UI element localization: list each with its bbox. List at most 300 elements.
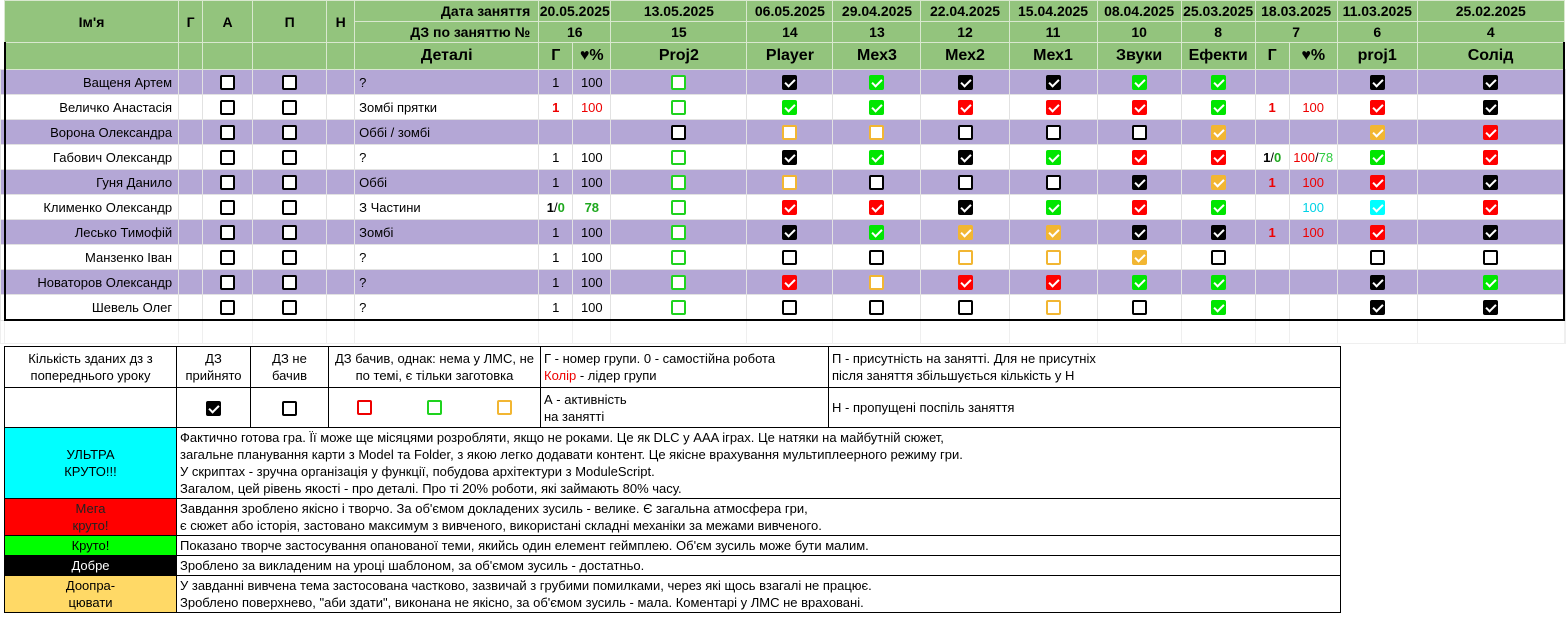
legend-missed-note: Н - пропущені поспіль заняття [829, 388, 1341, 428]
level-description-line: Завдання зроблено якісно і творчо. За об'ємом докладених зусиль - велике. Є загальна атмосфера гри, [180, 501, 808, 516]
green-checked-box-icon[interactable] [1046, 150, 1061, 165]
details-cell[interactable]: ? [355, 270, 539, 295]
red-checked-box-icon[interactable] [1483, 150, 1498, 165]
gold-outline-box-icon[interactable] [782, 175, 797, 190]
activity-checkbox[interactable] [220, 100, 235, 115]
black-checked-box-icon[interactable] [1370, 300, 1385, 315]
hw-mark-cell[interactable] [1337, 70, 1417, 95]
gold-checked-box-icon[interactable] [1046, 225, 1061, 240]
hw-mark-cell[interactable] [1181, 245, 1255, 270]
hw-mark-cell[interactable] [1417, 195, 1564, 220]
hw-mark-cell[interactable] [611, 70, 747, 95]
details-cell[interactable]: ? [355, 245, 539, 270]
red-checked-box-icon[interactable] [1211, 150, 1226, 165]
gold-checked-box-icon[interactable] [1211, 175, 1226, 190]
hw-mark-cell[interactable] [1417, 220, 1564, 245]
hw-mark-cell[interactable] [1181, 95, 1255, 120]
level-description [177, 536, 1341, 556]
hw-mark-cell[interactable] [611, 270, 747, 295]
empty-box-icon[interactable] [782, 250, 797, 265]
red-checked-box-icon[interactable] [1046, 100, 1061, 115]
group-value: 1 [1268, 99, 1276, 115]
gold-checked-box-icon[interactable] [1132, 250, 1147, 265]
percent-cell [1289, 120, 1337, 145]
hw-mark-cell[interactable] [833, 270, 921, 295]
group-cell [1255, 270, 1289, 295]
hw-mark-cell[interactable] [1417, 245, 1564, 270]
presence-checkbox[interactable] [282, 75, 297, 90]
percent-cell [573, 270, 611, 295]
date-header: 11.03.2025 [1337, 1, 1417, 22]
hw-number: 6 [1337, 22, 1417, 43]
topic-header: Мех2 [921, 43, 1009, 70]
gold-outline-box-icon[interactable] [782, 125, 797, 140]
topic-header: proj1 [1337, 43, 1417, 70]
empty-box-icon[interactable] [1046, 175, 1061, 190]
legend-activity-line-2: на занятті [544, 408, 605, 424]
level-description-line: Показано творче застосування опанованої теми, якийсь один елемент геймплею. Об'єм зусиль може бути малим. [180, 538, 869, 553]
hw-mark-cell[interactable] [921, 245, 1009, 270]
hw-mark-cell[interactable] [747, 70, 833, 95]
topic-header: Player [747, 43, 833, 70]
red-checked-box-icon[interactable] [1370, 100, 1385, 115]
gold-outline-box-icon[interactable] [869, 125, 884, 140]
empty-box-icon[interactable] [1132, 300, 1147, 315]
gold-outline-box-icon[interactable] [1046, 250, 1061, 265]
group-cell [1255, 220, 1289, 245]
red-checked-box-icon[interactable] [1483, 200, 1498, 215]
hw-mark-cell[interactable] [1181, 145, 1255, 170]
group-cell [539, 170, 573, 195]
hw-mark-cell[interactable] [833, 95, 921, 120]
percent-value: 100 [580, 224, 603, 240]
student-name: Гуня Данило [5, 170, 179, 195]
presence-checkbox[interactable] [282, 175, 297, 190]
hw-mark-cell[interactable] [611, 170, 747, 195]
empty-box-icon[interactable] [1046, 125, 1061, 140]
percent-value: 100 [580, 74, 603, 90]
green-checked-box-icon[interactable] [1046, 200, 1061, 215]
red-checked-box-icon[interactable] [1132, 150, 1147, 165]
hw-mark-cell[interactable] [1337, 145, 1417, 170]
hw-mark-cell[interactable] [747, 195, 833, 220]
gold-checked-box-icon[interactable] [958, 225, 973, 240]
green-outline-box-icon[interactable] [671, 225, 686, 240]
presence-column-header: П [253, 1, 327, 43]
table-row [1, 270, 1566, 295]
empty-box-icon[interactable] [958, 300, 973, 315]
hw-mark-cell[interactable] [1181, 220, 1255, 245]
details-cell[interactable]: ? [355, 145, 539, 170]
black-checked-box-icon[interactable] [782, 150, 797, 165]
gold-outline-box-icon[interactable] [1046, 300, 1061, 315]
gold-checked-box-icon[interactable] [1370, 125, 1385, 140]
student-name: Ващеня Артем [5, 70, 179, 95]
hw-mark-cell[interactable] [1097, 120, 1181, 145]
hw-mark-cell[interactable] [1181, 295, 1255, 321]
gold-outline-box-icon[interactable] [869, 275, 884, 290]
hw-mark-cell[interactable] [833, 70, 921, 95]
missed-column-header: Н [327, 1, 355, 43]
group-value: 1 [552, 224, 560, 240]
level-description [177, 499, 1341, 536]
date-header: 22.04.2025 [921, 1, 1009, 22]
details-cell[interactable]: Зомбі прятки [355, 95, 539, 120]
table-row [1, 95, 1566, 120]
red-checked-box-icon[interactable] [782, 200, 797, 215]
presence-checkbox[interactable] [282, 200, 297, 215]
hw-mark-cell[interactable] [921, 295, 1009, 321]
hw-mark-cell[interactable] [611, 95, 747, 120]
black-checked-box-icon[interactable] [1483, 225, 1498, 240]
hw-mark-cell[interactable] [921, 220, 1009, 245]
group-cell [1255, 70, 1289, 95]
legend-leader-line [544, 367, 825, 384]
percent-cell [1289, 270, 1337, 295]
date-header: 25.03.2025 [1181, 1, 1255, 22]
level-label-line: Круто! [71, 538, 110, 553]
hw-mark-cell[interactable] [1009, 70, 1097, 95]
hw-mark-cell[interactable] [611, 145, 747, 170]
hw-mark-cell[interactable] [921, 195, 1009, 220]
hw-mark-cell[interactable] [833, 120, 921, 145]
hw-mark-cell[interactable] [1417, 70, 1564, 95]
red-checked-box-icon[interactable] [782, 275, 797, 290]
green-outline-box-icon[interactable] [671, 200, 686, 215]
percent-value: 100 [580, 174, 603, 190]
green-checked-box-icon[interactable] [869, 150, 884, 165]
hw-mark-cell[interactable] [1009, 195, 1097, 220]
group-value: 1 [552, 174, 560, 190]
hw-mark-cell[interactable] [1097, 295, 1181, 321]
black-checked-box-icon[interactable] [958, 150, 973, 165]
hw-mark-cell[interactable] [1097, 195, 1181, 220]
group-cell [539, 270, 573, 295]
green-checked-box-icon[interactable] [1211, 100, 1226, 115]
topic-header: Солід [1417, 43, 1564, 70]
group-value: 1 [552, 74, 560, 90]
hw-mark-cell[interactable] [1009, 245, 1097, 270]
hw-mark-cell[interactable] [1337, 295, 1417, 321]
red-checked-box-icon[interactable] [958, 275, 973, 290]
hw-mark-cell[interactable] [1097, 95, 1181, 120]
table-row [1, 70, 1566, 95]
group-value: 1 [1268, 224, 1276, 240]
green-checked-box-icon[interactable] [869, 225, 884, 240]
hw-mark-cell[interactable] [1097, 145, 1181, 170]
activity-checkbox[interactable] [220, 175, 235, 190]
details-cell[interactable]: Оббі / зомбі [355, 120, 539, 145]
table-row [1, 295, 1566, 321]
green-checked-box-icon[interactable] [1132, 275, 1147, 290]
black-checked-box-icon[interactable] [1132, 175, 1147, 190]
hw-mark-cell[interactable] [1337, 195, 1417, 220]
level-label-line: цювати [68, 595, 113, 610]
level-label-line: УЛЬТРА [66, 447, 115, 462]
hw-mark-cell[interactable] [1009, 170, 1097, 195]
details-cell[interactable]: ? [355, 295, 539, 321]
black-checked-box-icon[interactable] [782, 225, 797, 240]
red-checked-box-icon[interactable] [869, 200, 884, 215]
group-value: 1 [552, 249, 560, 265]
green-checked-box-icon[interactable] [869, 100, 884, 115]
hw-number: 4 [1417, 22, 1564, 43]
level-label-line: Мега [75, 501, 106, 516]
hw-mark-cell[interactable] [1181, 195, 1255, 220]
hw-mark-cell[interactable] [1181, 70, 1255, 95]
hw-mark-cell[interactable] [921, 70, 1009, 95]
legend-presence-line-1: П - присутність на занятті. Для не присутніх [832, 351, 1096, 366]
hw-mark-cell[interactable] [1009, 145, 1097, 170]
empty-box-icon[interactable] [1132, 125, 1147, 140]
green-outline-box-icon[interactable] [671, 275, 686, 290]
table-row [1, 120, 1566, 145]
hw-mark-cell[interactable] [611, 195, 747, 220]
hw-mark-cell[interactable] [1337, 170, 1417, 195]
hw-mark-cell[interactable] [833, 145, 921, 170]
black-checked-box-icon[interactable] [1483, 300, 1498, 315]
percent-value: 100 [1302, 99, 1325, 115]
topic-header: Мех3 [833, 43, 921, 70]
percent-cell [1289, 70, 1337, 95]
green-checked-box-icon[interactable] [782, 100, 797, 115]
hw-mark-cell[interactable] [747, 245, 833, 270]
percent-value: 100 [580, 99, 603, 115]
hw-mark-cell[interactable] [747, 220, 833, 245]
hw-mark-cell[interactable] [1417, 170, 1564, 195]
black-checked-box-icon[interactable] [958, 200, 973, 215]
sub-percent-header: ♥% [1289, 43, 1337, 70]
activity-checkbox[interactable] [220, 300, 235, 315]
sub-group-header: Г [1255, 43, 1289, 70]
green-checked-box-icon[interactable] [1483, 275, 1498, 290]
presence-checkbox[interactable] [282, 250, 297, 265]
empty-box-icon[interactable] [958, 175, 973, 190]
hw-mark-cell[interactable] [921, 95, 1009, 120]
group-cell [539, 95, 573, 120]
group-cell [539, 145, 573, 170]
group-cell [1255, 195, 1289, 220]
group-cell [1255, 295, 1289, 321]
empty-box-icon[interactable] [671, 125, 686, 140]
group-value: 1 [552, 299, 560, 315]
hw-mark-cell[interactable] [1097, 245, 1181, 270]
hw-mark-cell[interactable] [1009, 295, 1097, 321]
hw-mark-cell[interactable] [1181, 270, 1255, 295]
hw-mark-cell[interactable] [1337, 220, 1417, 245]
legend-group-line: Г - номер групи. 0 - самостійна робота [544, 351, 776, 366]
empty-box-icon[interactable] [1211, 250, 1226, 265]
details-cell[interactable]: ? [355, 70, 539, 95]
empty-box-icon [282, 401, 297, 416]
black-checked-box-icon[interactable] [1483, 100, 1498, 115]
green-outline-box-icon[interactable] [671, 150, 686, 165]
red-checked-box-icon[interactable] [1370, 225, 1385, 240]
green-checked-box-icon[interactable] [1370, 150, 1385, 165]
percent-value: 100 [580, 274, 603, 290]
hw-mark-cell[interactable] [747, 95, 833, 120]
hw-mark-cell[interactable] [1337, 95, 1417, 120]
legend-activity-line-1: А - активність [544, 391, 627, 407]
level-description-line: Зроблено за викладеним на уроці шаблоном, за об'ємом зусиль - достатньо. [180, 558, 645, 573]
hw-mark-cell[interactable] [1417, 145, 1564, 170]
gold-outline-box-icon[interactable] [958, 250, 973, 265]
legend-table [4, 346, 1341, 613]
empty-box-icon[interactable] [958, 125, 973, 140]
green-outline-box-icon[interactable] [671, 175, 686, 190]
hw-mark-cell[interactable] [1097, 270, 1181, 295]
level-description [177, 576, 1341, 613]
presence-checkbox[interactable] [282, 300, 297, 315]
table-row [1, 145, 1566, 170]
cyan-checked-box-icon[interactable] [1370, 200, 1385, 215]
activity-column-header: А [203, 1, 253, 43]
green-outline-box-icon[interactable] [671, 75, 686, 90]
black-checked-box-icon[interactable] [1370, 75, 1385, 90]
hw-mark-cell[interactable] [747, 270, 833, 295]
black-checked-box-icon[interactable] [1483, 175, 1498, 190]
hw-mark-cell[interactable] [1181, 120, 1255, 145]
hw-mark-cell[interactable] [833, 170, 921, 195]
black-checked-box-icon[interactable] [1370, 275, 1385, 290]
level-description [177, 428, 1341, 499]
presence-checkbox[interactable] [282, 150, 297, 165]
empty-box-icon[interactable] [1370, 250, 1385, 265]
hw-mark-cell[interactable] [1337, 245, 1417, 270]
hw-mark-cell[interactable] [921, 120, 1009, 145]
red-checked-box-icon[interactable] [1046, 275, 1061, 290]
presence-checkbox[interactable] [282, 125, 297, 140]
hw-mark-cell[interactable] [1097, 170, 1181, 195]
presence-checkbox[interactable] [282, 225, 297, 240]
empty-box-icon[interactable] [869, 300, 884, 315]
date-header: 29.04.2025 [833, 1, 921, 22]
level-row [5, 576, 1341, 613]
black-checked-box-icon[interactable] [1046, 75, 1061, 90]
hw-mark-cell[interactable] [1337, 120, 1417, 145]
red-checked-box-icon[interactable] [1370, 175, 1385, 190]
green-outline-box-icon[interactable] [671, 250, 686, 265]
hw-mark-cell[interactable] [611, 245, 747, 270]
activity-checkbox[interactable] [220, 75, 235, 90]
hw-mark-cell[interactable] [1097, 220, 1181, 245]
percent-cell [1289, 170, 1337, 195]
hw-number: 16 [539, 22, 611, 43]
empty-box-icon[interactable] [1483, 250, 1498, 265]
red-outline-box-icon [357, 400, 372, 415]
hw-mark-cell[interactable] [833, 295, 921, 321]
red-checked-box-icon[interactable] [958, 100, 973, 115]
red-checked-box-icon[interactable] [1483, 125, 1498, 140]
activity-checkbox[interactable] [220, 125, 235, 140]
hw-mark-cell[interactable] [747, 145, 833, 170]
hw-mark-cell[interactable] [747, 170, 833, 195]
level-badge [5, 428, 177, 499]
black-checked-box-icon[interactable] [782, 75, 797, 90]
percent-value: 100 [580, 299, 603, 315]
presence-checkbox[interactable] [282, 275, 297, 290]
hw-mark-cell[interactable] [833, 220, 921, 245]
hw-mark-cell[interactable] [1009, 270, 1097, 295]
hw-mark-cell[interactable] [1181, 170, 1255, 195]
hw-mark-cell[interactable] [611, 295, 747, 321]
activity-checkbox[interactable] [220, 200, 235, 215]
details-cell[interactable]: Зомбі [355, 220, 539, 245]
details-cell[interactable]: Оббі [355, 170, 539, 195]
hw-mark-cell[interactable] [1097, 70, 1181, 95]
student-name: Клименко Олександр [5, 195, 179, 220]
green-outline-box-icon[interactable] [671, 300, 686, 315]
hw-row-label: ДЗ по заняттю № [355, 22, 539, 43]
activity-checkbox[interactable] [220, 250, 235, 265]
black-checked-box-icon[interactable] [1132, 225, 1147, 240]
green-checked-box-icon[interactable] [1211, 200, 1226, 215]
table-row [1, 245, 1566, 270]
gold-checked-box-icon[interactable] [1211, 125, 1226, 140]
green-checked-box-icon[interactable] [1211, 275, 1226, 290]
student-name: Габович Олександр [5, 145, 179, 170]
date-header: 15.04.2025 [1009, 1, 1097, 22]
percent-value: 100 [580, 249, 603, 265]
presence-checkbox[interactable] [282, 100, 297, 115]
details-cell[interactable]: З Частини [355, 195, 539, 220]
green-outline-box-icon[interactable] [671, 100, 686, 115]
green-outline-box-icon [427, 400, 442, 415]
black-checked-box-icon[interactable] [958, 75, 973, 90]
hw-mark-cell[interactable] [833, 245, 921, 270]
level-description-line: У завданні вивчена тема застосована частково, зазвичай з грубими помилками, через які щось взагалі не працює. [180, 578, 872, 593]
red-checked-box-icon[interactable] [1132, 200, 1147, 215]
hw-mark-cell[interactable] [833, 195, 921, 220]
date-header: 08.04.2025 [1097, 1, 1181, 22]
hw-mark-cell[interactable] [747, 120, 833, 145]
green-checked-box-icon[interactable] [1132, 75, 1147, 90]
green-checked-box-icon[interactable] [1211, 75, 1226, 90]
black-checked-box-icon[interactable] [1211, 225, 1226, 240]
activity-checkbox[interactable] [220, 150, 235, 165]
green-checked-box-icon[interactable] [1211, 300, 1226, 315]
hw-mark-cell[interactable] [921, 270, 1009, 295]
hw-mark-cell[interactable] [1417, 120, 1564, 145]
group-value: 1 [1263, 149, 1271, 165]
hw-mark-cell[interactable] [921, 170, 1009, 195]
empty-box-icon[interactable] [869, 250, 884, 265]
activity-checkbox[interactable] [220, 275, 235, 290]
percent-value: 100 [1302, 174, 1325, 190]
hw-mark-cell[interactable] [1009, 220, 1097, 245]
hw-mark-cell[interactable] [611, 220, 747, 245]
activity-checkbox[interactable] [220, 225, 235, 240]
empty-box-icon[interactable] [869, 175, 884, 190]
hw-mark-cell[interactable] [1417, 295, 1564, 321]
group-cell [1255, 245, 1289, 270]
black-checked-box-icon[interactable] [1483, 75, 1498, 90]
hw-mark-cell[interactable] [921, 145, 1009, 170]
empty-box-icon[interactable] [782, 300, 797, 315]
hw-mark-cell[interactable] [611, 120, 747, 145]
hw-mark-cell[interactable] [1009, 95, 1097, 120]
green-checked-box-icon[interactable] [869, 75, 884, 90]
group-value: 1 [552, 274, 560, 290]
hw-mark-cell[interactable] [1417, 95, 1564, 120]
hw-mark-cell[interactable] [1417, 270, 1564, 295]
legend-presence-note [829, 347, 1341, 388]
hw-mark-cell[interactable] [747, 295, 833, 321]
hw-mark-cell[interactable] [1009, 120, 1097, 145]
red-checked-box-icon[interactable] [1132, 100, 1147, 115]
hw-mark-cell[interactable] [1337, 270, 1417, 295]
percent-cell [573, 245, 611, 270]
